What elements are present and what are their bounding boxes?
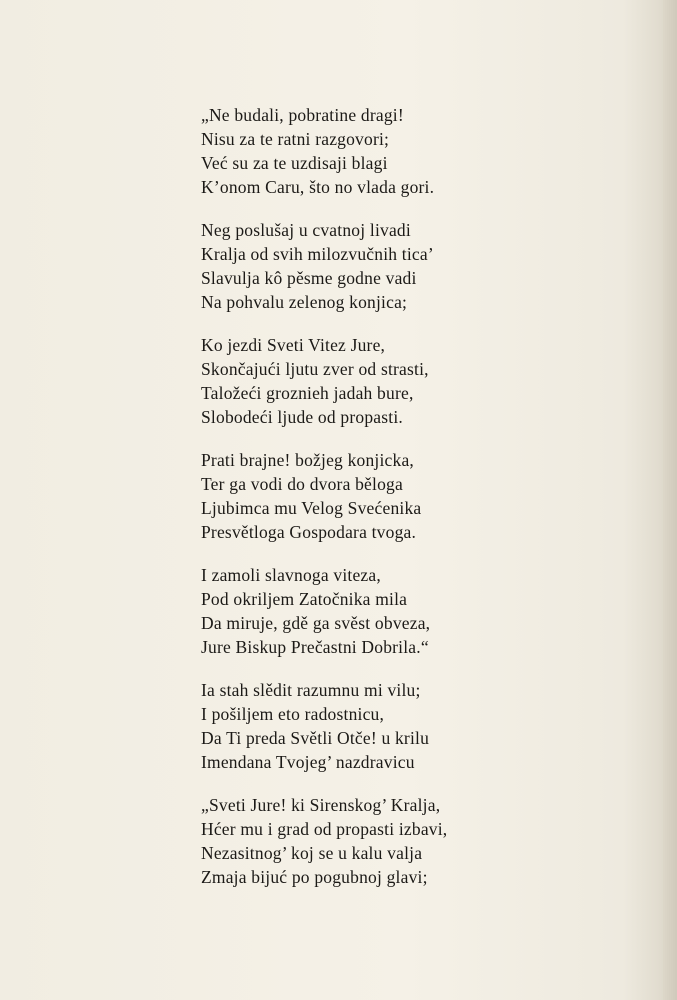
stanza-2 [201,218,501,314]
poem-line: „Sveti Jure! ki Sirenskog’ Kralja, [201,795,441,815]
poem-line: Ter ga vodi do dvora běloga [201,474,403,494]
poem-line: Presvětloga Gospodara tvoga. [201,522,417,542]
poem-line: I pošiljem eto radostnicu, [201,704,385,724]
poem-line: Slavulja kô pěsme godne vadi [201,268,417,288]
poem-line: Da Ti preda Světli Otče! u krilu [201,728,430,748]
poem-line: Da miruje, gdě ga svěst obveza, [201,613,431,633]
poem-line: Prati brajne! božjeg konjicka, [201,450,415,470]
stanza-5 [201,563,501,659]
stanza-1 [201,103,501,199]
poem-line: Ia stah slědit razumnu mi vilu; [201,680,421,700]
poem-line: Ljubimca mu Velog Svećenika [201,498,422,518]
page-edge [663,0,677,1000]
poem-line: Pod okriljem Zatočnika mila [201,589,408,609]
stanza-6 [201,678,501,774]
poem-line: Skončajući ljutu zver od strasti, [201,359,429,379]
poem-line: Hćer mu i grad od propasti izbavi, [201,819,448,839]
stanza-4 [201,448,501,544]
poem-line: Kralja od svih milozvučnih tica’ [201,244,434,264]
poem-line: K’onom Caru, što no vlada gori. [201,177,435,197]
poem [201,103,501,908]
poem-line: Jure Biskup Prečastni Dobrila.“ [201,637,429,657]
poem-line: Slobodeći ljude od propasti. [201,407,403,427]
poem-line: Ko jezdi Sveti Vitez Jure, [201,335,386,355]
stanza-3 [201,333,501,429]
poem-line: Već su za te uzdisaji blagi [201,153,388,173]
poem-line: Imendana Tvojeg’ nazdravicu [201,752,415,772]
poem-line: Nezasitnog’ koj se u kalu valja [201,843,423,863]
poem-line: Na pohvalu zelenog konjica; [201,292,408,312]
poem-line: I zamoli slavnoga viteza, [201,565,381,585]
poem-line: „Ne budali, pobratine dragi! [201,105,404,125]
stanza-7 [201,793,501,889]
poem-line: Nisu za te ratni razgovori; [201,129,390,149]
poem-line: Taložeći groznieh jadah bure, [201,383,414,403]
poem-line: Zmaja bijuć po pogubnoj glavi; [201,867,428,887]
poem-line: Neg poslušaj u cvatnoj livadi [201,220,411,240]
